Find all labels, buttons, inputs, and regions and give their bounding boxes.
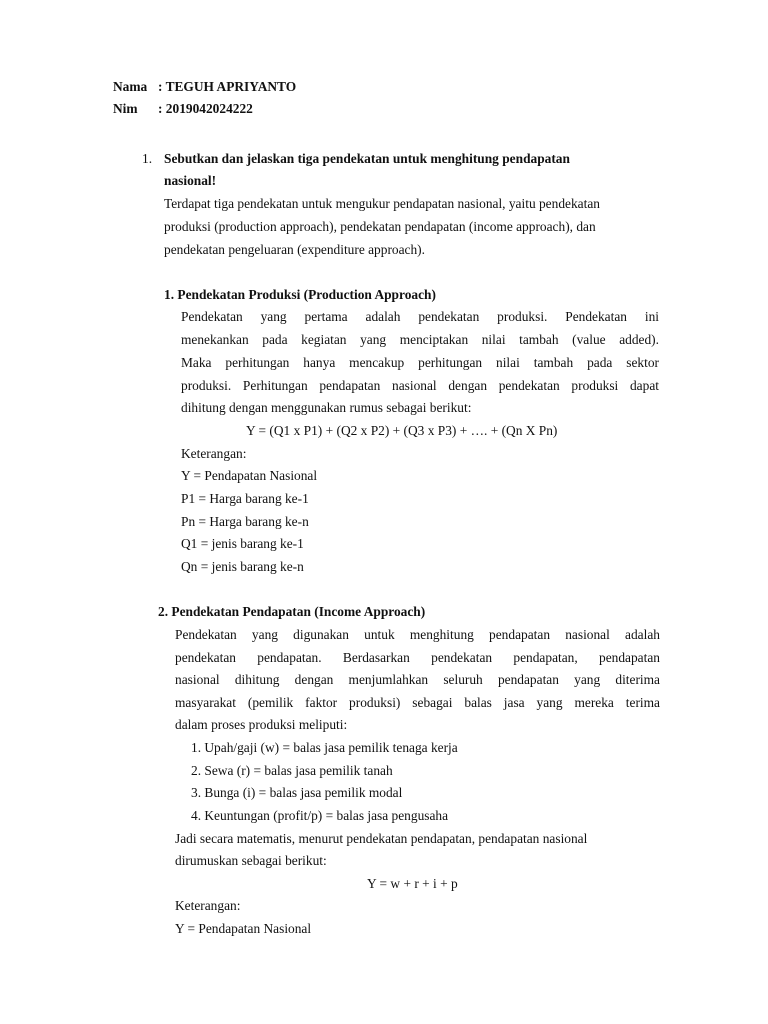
section-2-paragraph-line: dalam proses produksi meliputi: xyxy=(175,717,348,732)
section-2-list-item: 3. Bunga (i) = balas jasa pemilik modal xyxy=(191,785,403,800)
nim-value: : 2019042024222 xyxy=(158,101,253,116)
section-2-list-item: 4. Keuntungan (profit/p) = balas jasa pengusaha xyxy=(191,808,449,823)
section-2-list-item: 1. Upah/gaji (w) = balas jasa pemilik tenaga kerja xyxy=(191,740,458,755)
section-1-keterangan-item: Q1 = jenis barang ke-1 xyxy=(181,536,304,551)
name-label: Nama xyxy=(113,79,148,94)
section-1-heading: 1. Pendekatan Produksi (Production Approach) xyxy=(164,287,436,302)
question-line: nasional! xyxy=(164,173,217,188)
section-1-paragraph-line: Maka perhitungan hanya mencakup perhitungan nilai tambah pada sektor xyxy=(181,355,659,370)
section-2-heading: 2. Pendekatan Pendapatan (Income Approach) xyxy=(158,604,426,619)
section-2-paragraph-line: pendekatan pendapatan. Berdasarkan pendekatan pendapatan, pendapatan xyxy=(175,650,660,665)
section-2-paragraph2-line: Jadi secara matematis, menurut pendekatan pendapatan, pendapatan nasional xyxy=(175,831,588,846)
section-2-paragraph-line: nasional dihitung dengan menjumlahkan seluruh pendapatan yang diterima xyxy=(175,672,660,687)
section-2-paragraph-line: Pendekatan yang digunakan untuk menghitung pendapatan nasional adalah xyxy=(175,627,660,642)
section-1-paragraph-line: menekankan pada kegiatan yang menciptakan nilai tambah (value added). xyxy=(181,332,659,347)
section-1-keterangan-item: Qn = jenis barang ke-n xyxy=(181,559,304,574)
section-2-keterangan-label: Keterangan: xyxy=(175,898,241,913)
question-number: 1. xyxy=(142,151,153,166)
answer-intro-line: Terdapat tiga pendekatan untuk mengukur pendapatan nasional, yaitu pendekatan xyxy=(164,196,600,211)
section-1-paragraph-line: Pendekatan yang pertama adalah pendekatan produksi. Pendekatan ini xyxy=(181,309,659,324)
section-2-paragraph-line: masyarakat (pemilik faktor produksi) sebagai balas jasa yang mereka terima xyxy=(175,695,660,710)
section-1-keterangan-item: P1 = Harga barang ke-1 xyxy=(181,491,309,506)
section-1-keterangan-label: Keterangan: xyxy=(181,446,247,461)
section-1-paragraph-line: produksi. Perhitungan pendapatan nasional dengan pendekatan produksi dapat xyxy=(181,378,659,393)
section-2-paragraph2-line: dirumuskan sebagai berikut: xyxy=(175,853,327,868)
section-1-keterangan-item: Pn = Harga barang ke-n xyxy=(181,514,309,529)
name-value: : TEGUH APRIYANTO xyxy=(158,79,297,94)
answer-intro-line: produksi (production approach), pendekatan pendapatan (income approach), dan xyxy=(164,219,596,234)
answer-intro-line: pendekatan pengeluaran (expenditure approach). xyxy=(164,242,425,257)
section-2-keterangan-item: Y = Pendapatan Nasional xyxy=(175,921,312,936)
section-1-formula: Y = (Q1 x P1) + (Q2 x P2) + (Q3 x P3) + …. + (Qn X Pn) xyxy=(246,423,558,438)
section-1-keterangan-item: Y = Pendapatan Nasional xyxy=(181,468,318,483)
question-line: Sebutkan dan jelaskan tiga pendekatan untuk menghitung pendapatan xyxy=(164,151,570,166)
section-2-list-item: 2. Sewa (r) = balas jasa pemilik tanah xyxy=(191,763,393,778)
section-1-paragraph-line: dihitung dengan menggunakan rumus sebagai berikut: xyxy=(181,400,472,415)
nim-label: Nim xyxy=(113,101,138,116)
section-2-formula: Y = w + r + i + p xyxy=(367,876,458,891)
